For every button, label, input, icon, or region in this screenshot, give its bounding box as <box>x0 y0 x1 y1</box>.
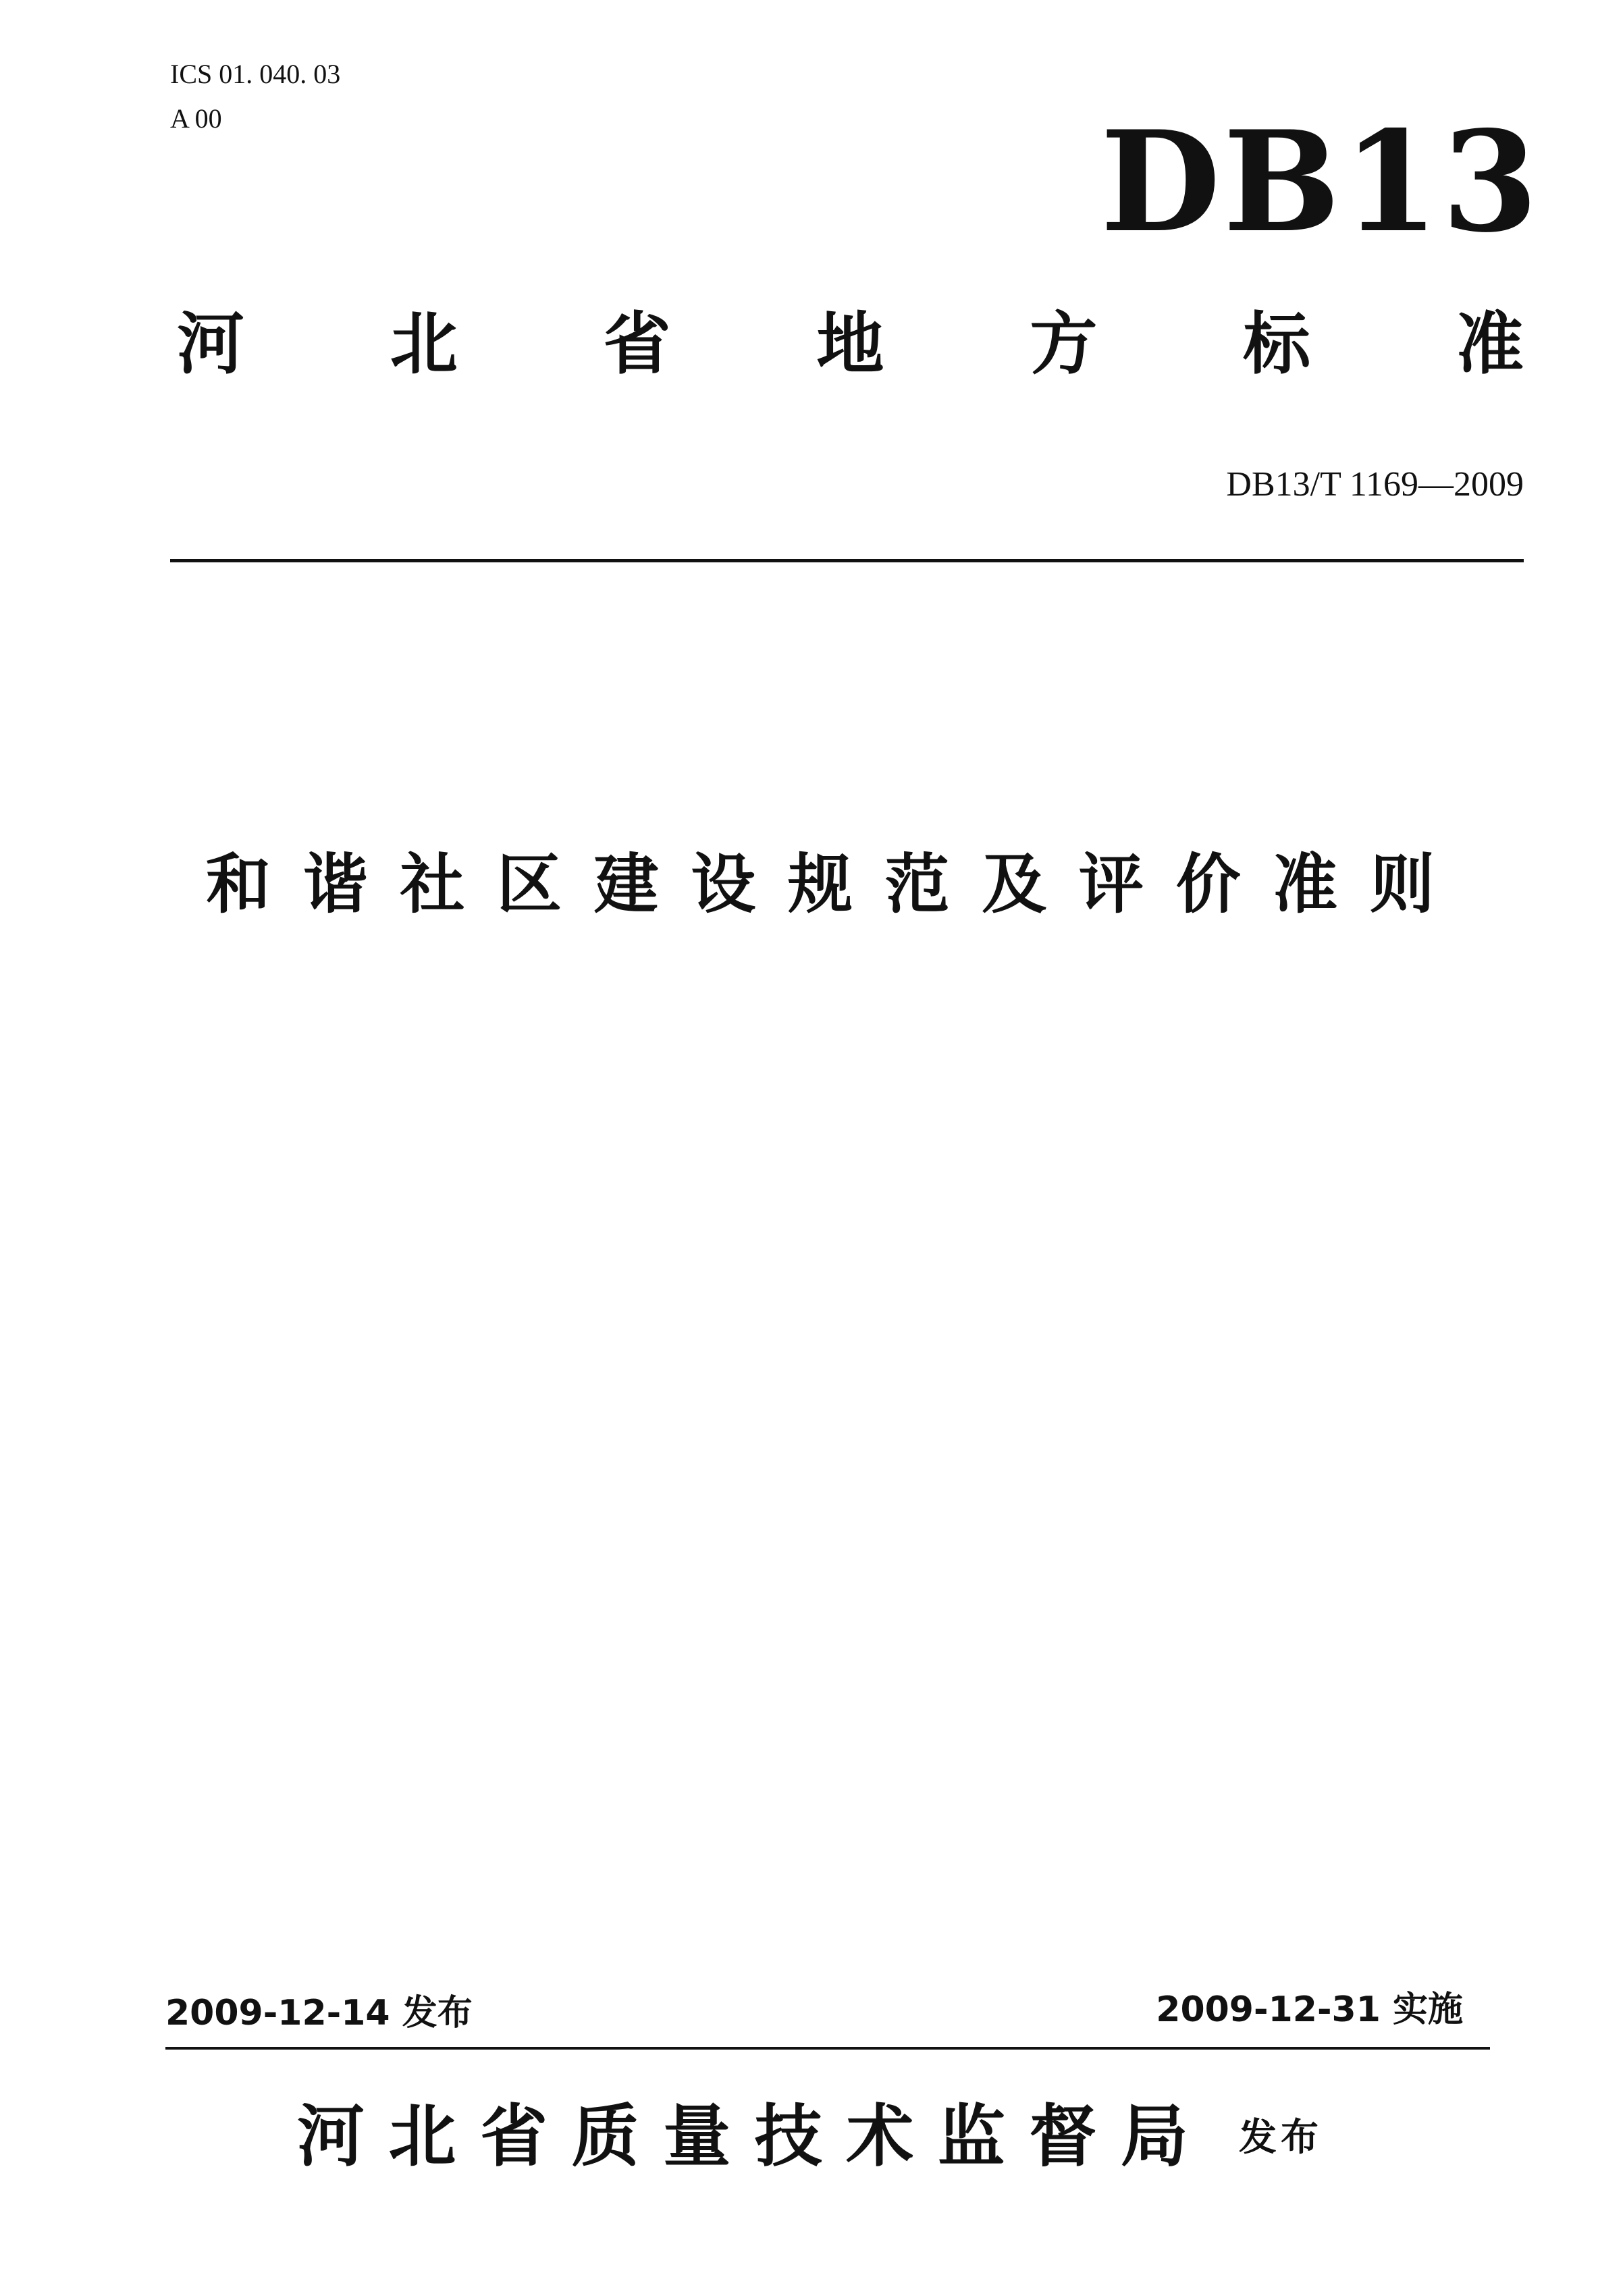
publisher-char: 技 <box>754 2097 822 2176</box>
publisher-char: 监 <box>937 2097 1005 2176</box>
publisher-char: 量 <box>663 2097 731 2176</box>
publisher-char: 北 <box>388 2097 456 2176</box>
bottom-divider <box>165 2047 1490 2050</box>
title-char: 谐 <box>302 847 368 922</box>
publisher-char: 质 <box>571 2097 639 2176</box>
title-char: 准 <box>1273 847 1338 922</box>
standard-type-char: 省 <box>603 304 671 383</box>
standard-number: DB13/T 1169—2009 <box>1226 465 1524 504</box>
title-char: 及 <box>982 847 1047 922</box>
publisher-char: 督 <box>1029 2097 1097 2176</box>
title-char: 范 <box>884 847 950 922</box>
standard-type-heading <box>177 297 1524 392</box>
publisher-char: 局 <box>1120 2097 1188 2176</box>
title-char: 评 <box>1078 847 1144 922</box>
document-title <box>206 840 1435 928</box>
title-char: 社 <box>400 847 465 922</box>
publish-label: 发布 <box>1239 2116 1323 2160</box>
classification-code: A 00 <box>170 103 222 134</box>
title-char: 设 <box>691 847 756 922</box>
standard-type-char: 标 <box>1243 304 1311 383</box>
implementation-date: 2009-12-31 实施 <box>1156 1990 1463 2030</box>
standard-type-char: 准 <box>1456 304 1524 383</box>
issue-date: 2009-12-14 发布 <box>165 1993 473 2033</box>
publisher-char: 术 <box>846 2097 914 2176</box>
top-divider <box>170 559 1524 562</box>
title-char: 规 <box>787 847 853 922</box>
publisher-char: 河 <box>297 2097 365 2176</box>
publisher-name <box>297 2093 1188 2181</box>
title-char: 建 <box>593 847 659 922</box>
standard-type-char: 地 <box>816 304 884 383</box>
standard-type-char: 河 <box>177 304 244 383</box>
title-char: 则 <box>1369 847 1435 922</box>
ics-code: ICS 01. 040. 03 <box>170 59 341 89</box>
standard-type-char: 北 <box>390 304 458 383</box>
publisher-char: 省 <box>480 2097 548 2176</box>
title-char: 和 <box>206 847 271 922</box>
title-char: 区 <box>496 847 562 922</box>
db13-logo: DB13 <box>1100 101 1541 263</box>
title-char: 价 <box>1175 847 1241 922</box>
standard-type-char: 方 <box>1030 304 1098 383</box>
